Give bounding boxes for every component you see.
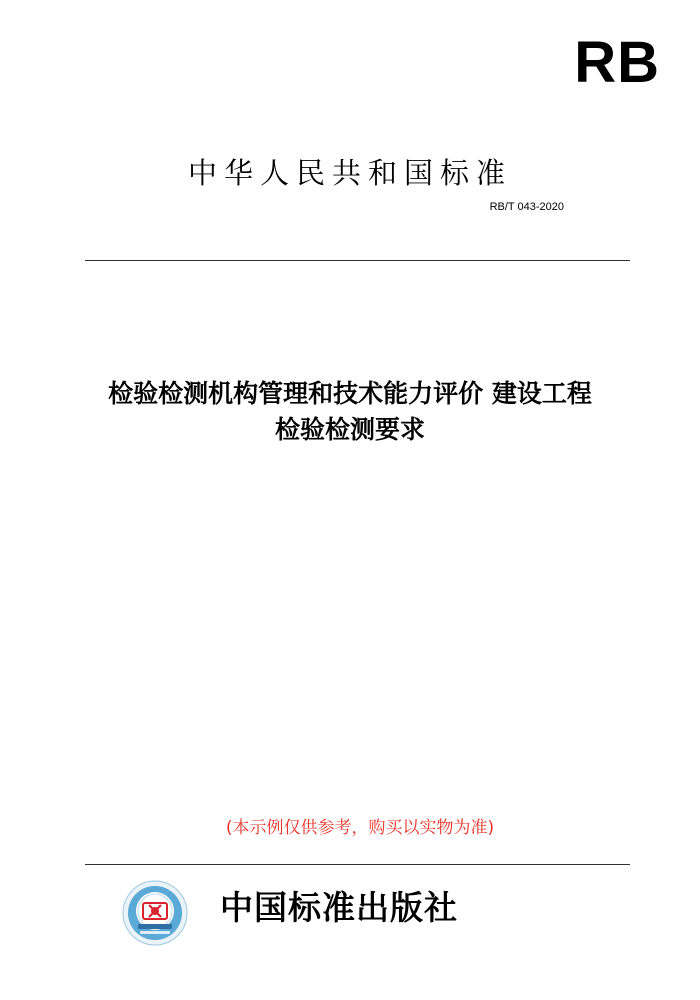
title-line-2: 检验检测要求: [274, 415, 425, 444]
document-title: [20, 376, 680, 448]
top-divider: [85, 260, 630, 261]
standard-number: RB/T 043-2020: [489, 201, 564, 213]
publisher-name: 中国标准出版社: [220, 888, 458, 927]
standard-code: RB: [574, 30, 660, 95]
bottom-divider: [85, 864, 630, 865]
publisher-seal-icon: [122, 880, 188, 946]
standard-type-heading: 中华人民共和国标准: [187, 156, 512, 190]
title-line-1: 检验检测机构管理和技术能力评价 建设工程: [108, 379, 592, 408]
sample-disclaimer: (本示例仅供参考，购买以实物为准): [225, 818, 495, 838]
